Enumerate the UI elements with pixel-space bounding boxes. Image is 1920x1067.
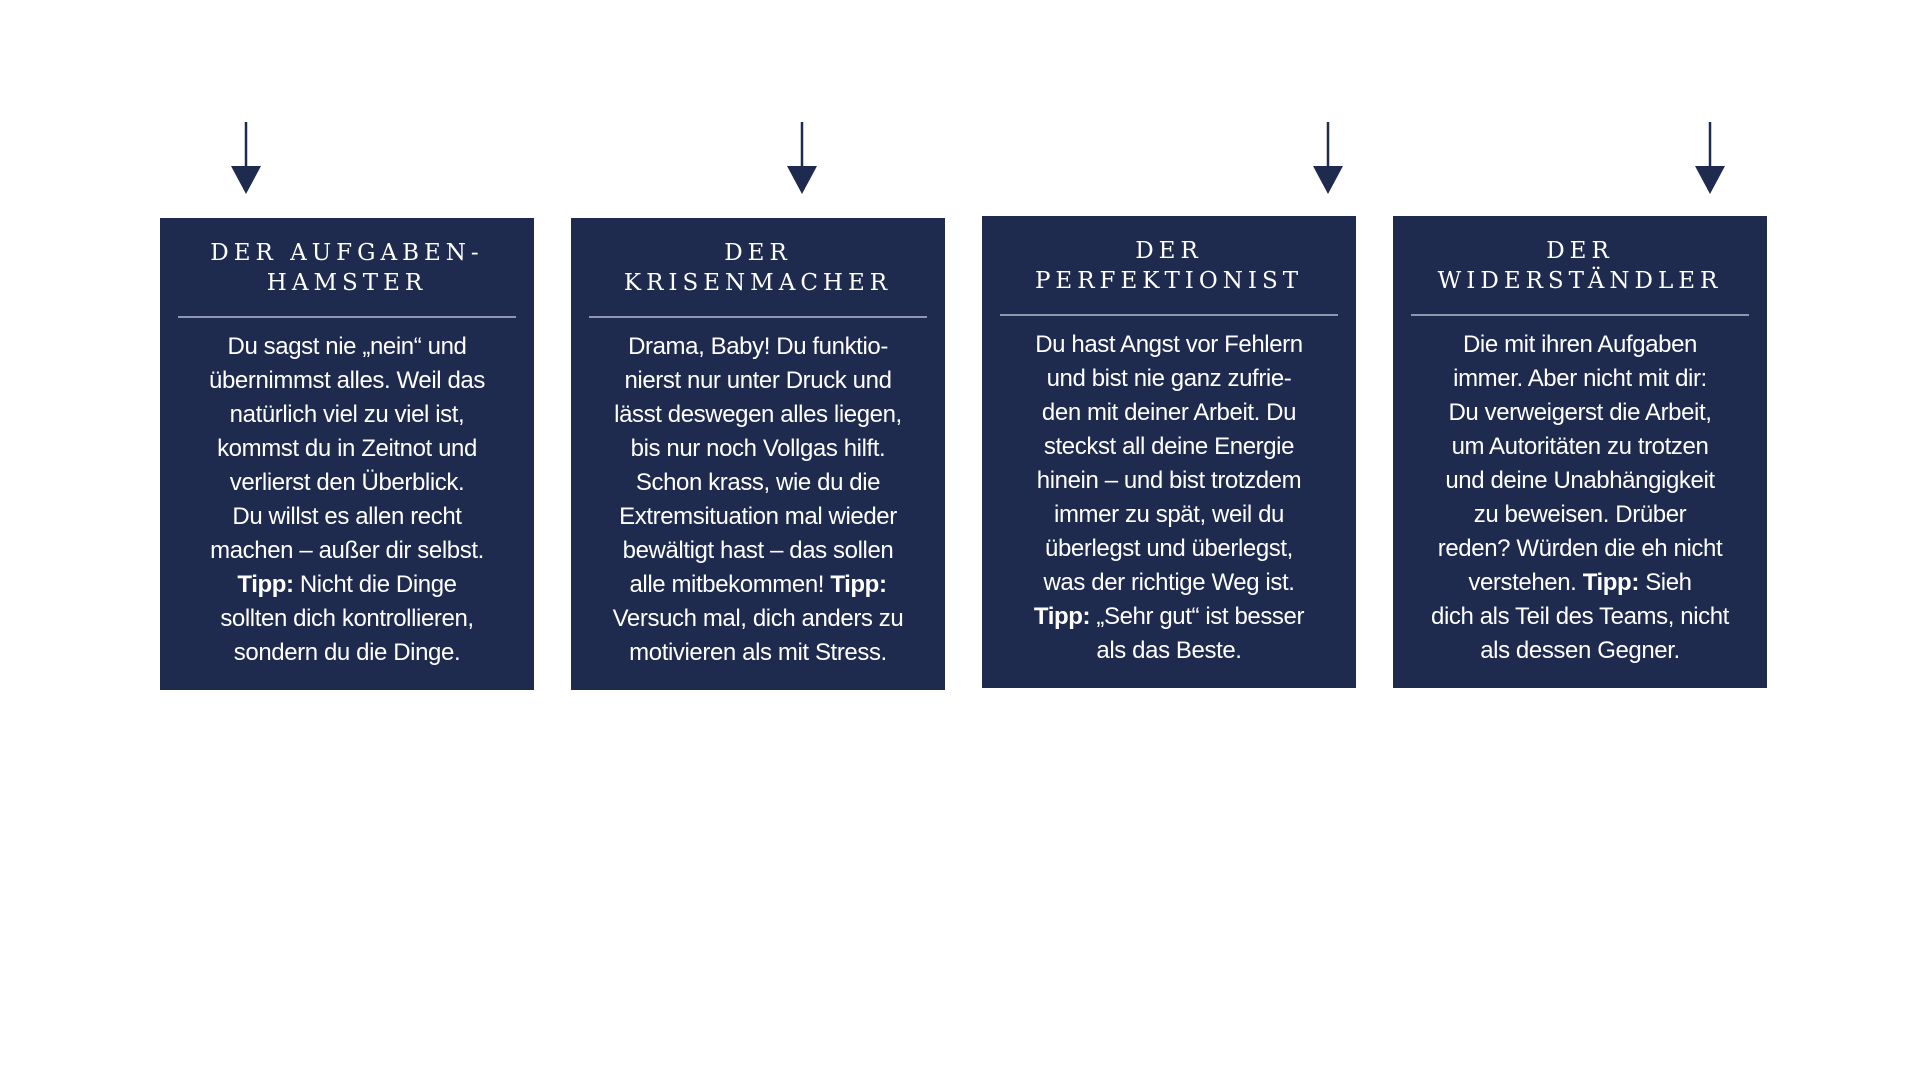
card-krisenmacher xyxy=(571,218,945,690)
card-divider xyxy=(1411,314,1749,316)
card-text: Drama, Baby! Du funktio- nierst nur unter Druck und lässt deswegen alles liegen, bis nur noch Vollgas hilft. Schon krass, wie du die Extremsituation mal wieder bewältigt hast – das sollen alle mitbekommen! xyxy=(614,333,902,598)
arrow-down-icon xyxy=(1311,122,1345,194)
card-title: DER WIDERSTÄNDLER xyxy=(1437,238,1723,294)
card-title: DER KRISENMACHER xyxy=(623,240,893,296)
arrow-down-icon xyxy=(1693,122,1727,194)
tip-text: Versuch mal, dich anders zu motivieren als mit Stress. xyxy=(612,605,904,666)
card-title: DER PERFEKTIONIST xyxy=(1034,238,1304,294)
card-text: Du sagst nie „nein“ und übernimmst alles. Weil das natürlich viel zu viel ist, kommst du in Zeitnot und verlierst den Überblick. Du willst es allen recht machen – außer dir selbst. xyxy=(209,333,485,564)
card-divider xyxy=(589,316,927,318)
tip-text: Nicht die Dinge sollten dich kontrollieren, sondern du die Dinge. xyxy=(220,571,474,666)
arrow-down-icon xyxy=(785,122,819,194)
tip-label: Tipp: xyxy=(830,571,887,598)
card-text: Die mit ihren Aufgaben immer. Aber nicht mit dir: Du verweigerst die Arbeit, um Autoritäten zu trotzen und deine Unabhängigkeit zu beweisen. Drüber reden? Würden die eh nicht verstehen. xyxy=(1437,331,1723,596)
card-perfektionist xyxy=(982,216,1356,688)
tip-text: „Sehr gut“ ist besser als das Beste. xyxy=(1096,603,1305,664)
tip-text: Sieh dich als Teil des Teams, nicht als dessen Gegner. xyxy=(1431,569,1729,664)
card-title: DER AUFGABEN- HAMSTER xyxy=(210,240,484,296)
card-divider xyxy=(178,316,516,318)
card-body xyxy=(178,330,516,670)
card-body xyxy=(1411,328,1749,668)
card-divider xyxy=(1000,314,1338,316)
tip-label: Tipp: xyxy=(1582,569,1639,596)
tip-label: Tipp: xyxy=(237,571,294,598)
tip-label: Tipp: xyxy=(1033,603,1091,630)
card-body xyxy=(1000,328,1338,668)
card-body xyxy=(589,330,927,670)
card-aufgaben-hamster xyxy=(160,218,534,690)
card-widerstaendler xyxy=(1393,216,1767,688)
card-text: Du hast Angst vor Fehlern und bist nie ganz zufrie- den mit deiner Arbeit. Du steckst all deine Energie hinein – und bist trotzdem immer zu spät, weil du überlegst und überlegst, was der richtige Weg ist. xyxy=(1035,331,1303,596)
arrow-down-icon xyxy=(229,122,263,194)
